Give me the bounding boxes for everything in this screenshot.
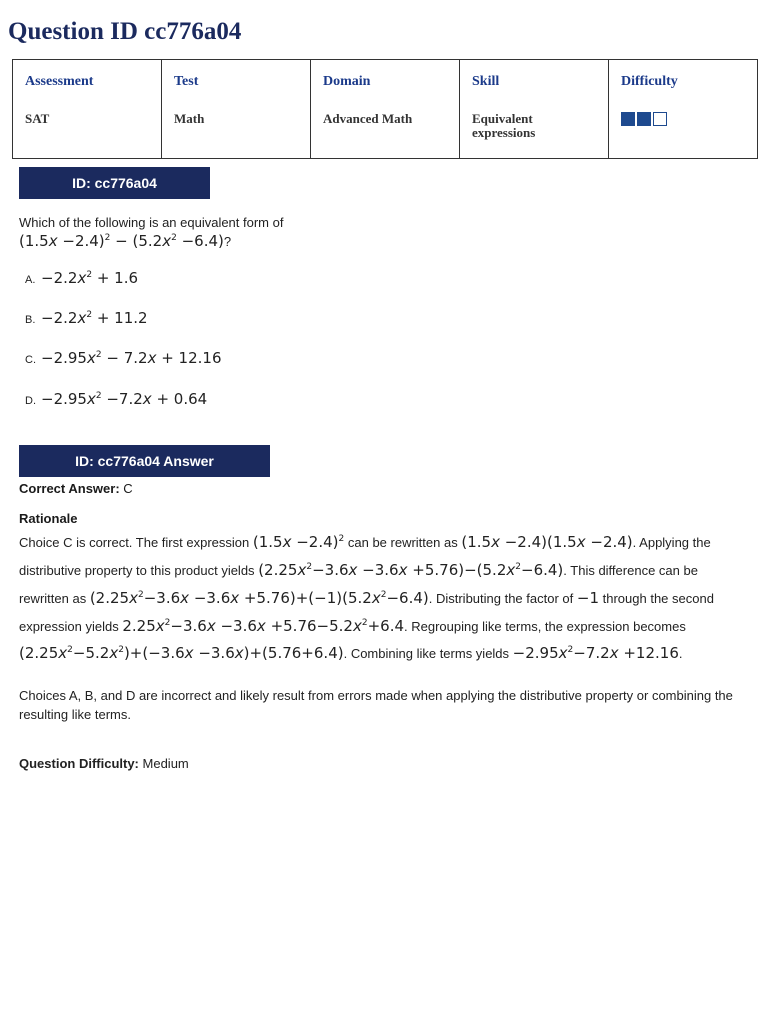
rationale-math: $-2.95x^2-7.2x +12.16$ bbox=[512, 644, 679, 662]
rationale-math: $(2.25x^2-5.2x^2)+(-3.6x -3.6x)+(5.76+6.4)$ bbox=[19, 644, 344, 662]
choice-c-expression: $-2.95x^2 - 7.2x + 12.16$ bbox=[41, 349, 222, 367]
rationale-text: through the second bbox=[602, 591, 714, 606]
rationale-text: . bbox=[678, 646, 683, 661]
question-expression: $(1.5x -2.4)^2 - (5.2x^2 -6.4)$? bbox=[19, 232, 232, 250]
difficulty-bar-3 bbox=[653, 112, 667, 126]
meta-header-skill: Skill bbox=[472, 74, 500, 89]
rationale-math: $(1.5x -2.4)^2$ bbox=[252, 533, 345, 551]
rationale-line-3 bbox=[19, 589, 714, 607]
choice-b-letter: B. bbox=[25, 314, 36, 326]
choice-c[interactable] bbox=[25, 349, 222, 368]
rationale-math: $2.25x^2-3.6x -3.6x +5.76-5.2x^2+6.4$ bbox=[122, 617, 405, 635]
choice-a-letter: A. bbox=[25, 274, 36, 286]
correct-answer bbox=[19, 481, 133, 496]
correct-answer-label: Correct Answer: bbox=[19, 481, 120, 496]
rationale-math: −1 bbox=[576, 589, 599, 607]
rationale-paragraph-2: Choices A, B, and D are incorrect and likely result from errors made when applying the distributive property or combining the resulting like terms. bbox=[19, 688, 733, 722]
rationale-text: . Combining like terms yields bbox=[343, 646, 510, 661]
rationale-text: can be rewritten as bbox=[347, 535, 458, 550]
question-difficulty-value: Medium bbox=[142, 756, 189, 771]
rationale-math: (1.5x −2.4)(1.5x −2.4) bbox=[461, 533, 633, 551]
rationale-text: rewritten as bbox=[19, 591, 87, 606]
rationale-heading: Rationale bbox=[19, 511, 78, 526]
meta-header-domain: Domain bbox=[323, 74, 371, 89]
rationale-text: Choice C is correct. The first expression bbox=[19, 535, 250, 550]
meta-value-assessment: SAT bbox=[25, 111, 50, 126]
choice-c-letter: C. bbox=[25, 354, 36, 366]
question-prompt: Which of the following is an equivalent form of bbox=[19, 215, 284, 230]
question-meta-table bbox=[12, 59, 758, 159]
choice-a-expression: $-2.2x^2 + 1.6$ bbox=[41, 269, 139, 287]
meta-header-difficulty: Difficulty bbox=[621, 74, 678, 89]
meta-cell-difficulty bbox=[609, 60, 758, 159]
question-difficulty-label: Question Difficulty: bbox=[19, 756, 139, 771]
rationale-text: . Distributing the factor of bbox=[428, 591, 574, 606]
choice-b[interactable] bbox=[25, 309, 148, 328]
rationale-math: $(2.25x^2-3.6x -3.6x +5.76)+(-1)(5.2x^2-6.4)$ bbox=[89, 589, 429, 607]
question-id-banner: ID: cc776a04 bbox=[19, 167, 210, 199]
difficulty-bar-1 bbox=[621, 112, 635, 126]
meta-header-assessment: Assessment bbox=[25, 74, 94, 89]
meta-cell-domain bbox=[311, 60, 460, 159]
choice-a[interactable] bbox=[25, 269, 138, 288]
meta-cell-skill bbox=[460, 60, 609, 159]
rationale-text: distributive property to this product yields bbox=[19, 563, 255, 578]
choice-d[interactable] bbox=[25, 390, 207, 409]
answer-id-banner: ID: cc776a04 Answer bbox=[19, 445, 270, 477]
meta-header-test: Test bbox=[174, 74, 199, 89]
difficulty-indicator bbox=[621, 112, 745, 126]
meta-value-domain: Advanced Math bbox=[323, 111, 413, 126]
rationale-text: . Applying the bbox=[632, 535, 711, 550]
correct-answer-value: C bbox=[123, 481, 133, 496]
rationale-line-1 bbox=[19, 533, 711, 551]
choice-d-letter: D. bbox=[25, 395, 36, 407]
rationale-text: . This difference can be bbox=[563, 563, 698, 578]
meta-value-test: Math bbox=[174, 111, 205, 126]
meta-cell-assessment bbox=[13, 60, 162, 159]
rationale-line-5 bbox=[19, 644, 683, 662]
choice-b-expression: $-2.2x^2 + 11.2$ bbox=[41, 309, 148, 327]
difficulty-bar-2 bbox=[637, 112, 651, 126]
meta-value-skill: Equivalent expressions bbox=[472, 111, 536, 140]
question-difficulty bbox=[19, 756, 189, 771]
rationale-math: $(2.25x^2-3.6x -3.6x +5.76)-(5.2x^2-6.4)$ bbox=[258, 561, 564, 579]
rationale-text: . Regrouping like terms, the expression becomes bbox=[404, 619, 686, 634]
meta-cell-test bbox=[162, 60, 311, 159]
rationale-line-2 bbox=[19, 561, 698, 579]
choice-d-expression: $-2.95x^2 -7.2x + 0.64$ bbox=[41, 390, 208, 408]
rationale-text: expression yields bbox=[19, 619, 119, 634]
page-title: Question ID cc776a04 bbox=[8, 18, 242, 45]
question-mark: ? bbox=[223, 234, 232, 249]
rationale-line-4 bbox=[19, 617, 686, 635]
